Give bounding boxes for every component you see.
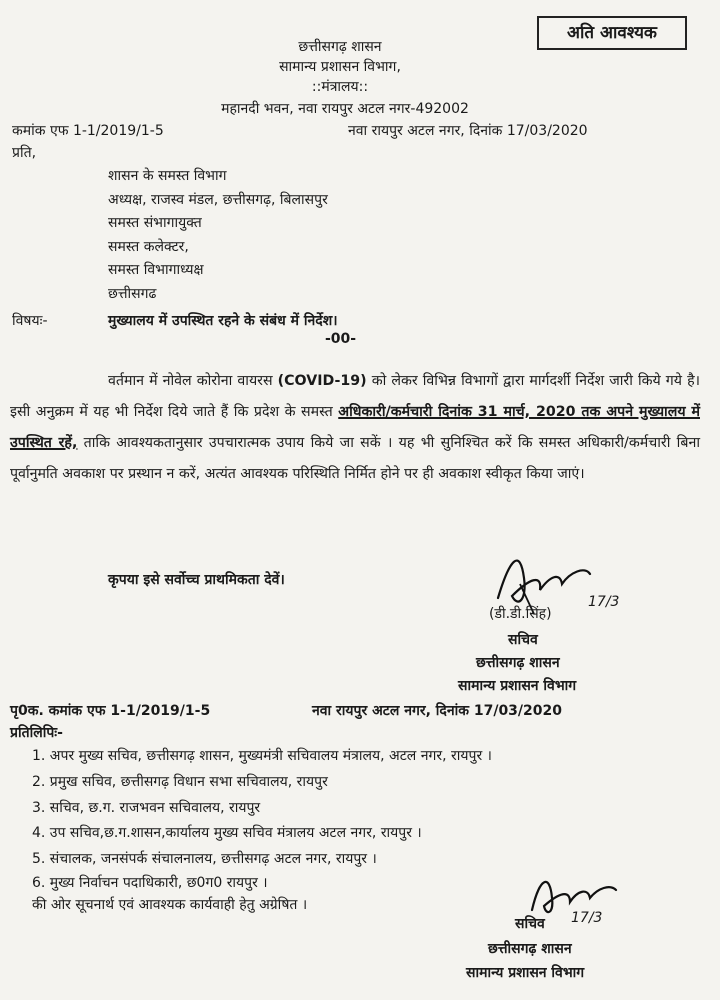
order-number: कमांक एफ 1-1/2019/1-5 (12, 123, 164, 139)
signatory-title: सचिव (508, 632, 538, 648)
forwarding-note: की ओर सूचनार्थ एवं आवश्यक कार्यवाही हेतु अग्रेषित । (32, 897, 308, 913)
subject-label: विषयः- (12, 313, 48, 329)
endorsement-government: छत्तीसगढ़ शासन (488, 941, 572, 957)
header-government: छत्तीसगढ़ शासन (298, 39, 382, 55)
body-text: ताकि आवश्यकतानुसार उपचारात्मक उपाय किये जा सकें । यह भी सुनिश्चित करें कि समस्त अधिकारी/कर्मचारी बिना पूर्वानुमति अवकाश पर प्रस्थान न करें, अत्यंत आवश्यक परिस्थिति निर्मित होने पर ही अवकाश स्वीकृत किया जाएं। (10, 435, 701, 482)
copy-item: 2. प्रमुख सचिव, छत्तीसगढ़ विधान सभा सचिवालय, रायपुर (32, 774, 328, 790)
endorsement-order-number: पृ0क. कमांक एफ 1-1/2019/1-5 (10, 703, 211, 719)
copy-item: 6. मुख्य निर्वाचन पदाधिकारी, छ0ग0 रायपुर । (32, 875, 268, 891)
covid-label: (COVID-19) (277, 373, 367, 389)
endorsement-sign-date: 17/3 (571, 910, 603, 926)
signatory-name: (डी.डी.सिंह) (489, 606, 552, 622)
body-text: वर्तमान में नोवेल कोरोना वायरस (108, 373, 273, 389)
copy-item: 1. अपर मुख्य सचिव, छत्तीसगढ़ शासन, मुख्यमंत्री सचिवालय मंत्रालय, अटल नगर, रायपुर । (32, 748, 492, 764)
copy-label: प्रतिलिपिः- (10, 725, 63, 741)
place-date: नवा रायपुर अटल नगर, दिनांक 17/03/2020 (348, 123, 588, 139)
endorsement-sign-title: सचिव (515, 916, 545, 932)
recipient-item: अध्यक्ष, राजस्व मंडल, छत्तीसगढ़, बिलासपुर (108, 192, 328, 208)
header-ministry: ::मंत्रालय:: (311, 79, 369, 95)
copy-item: 3. सचिव, छ.ग. राजभवन सचिवालय, रायपुर (32, 800, 261, 816)
endorsement-department: सामान्य प्रशासन विभाग (466, 965, 585, 981)
copy-item: 5. संचालक, जनसंपर्क संचालनालय, छत्तीसगढ़ अटल नगर, रायपुर । (32, 851, 377, 867)
signatory-department: सामान्य प्रशासन विभाग (458, 678, 577, 694)
to-label: प्रति, (12, 145, 37, 161)
priority-request: कृपया इसे सर्वोच्च प्राथमिकता देवें। (108, 572, 285, 588)
recipient-item: समस्त कलेक्टर, (108, 239, 189, 255)
signatory-government: छत्तीसगढ़ शासन (476, 655, 560, 671)
recipient-item: छत्तीसगढ (108, 286, 157, 302)
signature-date-mark: 17/3 (588, 594, 620, 610)
recipient-item: समस्त संभागायुक्त (108, 215, 202, 231)
separator: -00- (325, 331, 357, 347)
endorsement-place-date: नवा रायपुर अटल नगर, दिनांक 17/03/2020 (312, 703, 563, 719)
body-text: को लेकर विभिन्न विभागों द्वारा मार्गदर्शी निर्देश जारी किये गये है। इसी अनुक्रम में यह भी निर्देश दिये जाते हैं कि प्रदेश के समस्त (10, 373, 700, 420)
body-paragraph (10, 366, 700, 490)
recipient-item: समस्त विभागाध्यक्ष (108, 262, 204, 278)
header-department: सामान्य प्रशासन विभाग, (279, 59, 401, 75)
highlighted-directive: अधिकारी/कर्मचारी दिनांक 31 मार्च, 2020 तक अपने मुख्यालय में उपस्थित रहें, (10, 404, 700, 451)
recipient-item: शासन के समस्त विभाग (108, 168, 227, 184)
header-address: महानदी भवन, नवा रायपुर अटल नगर-492002 (221, 101, 469, 117)
copy-item: 4. उप सचिव,छ.ग.शासन,कार्यालय मुख्य सचिव मंत्रालय अटल नगर, रायपुर । (32, 825, 422, 841)
subject-text: मुख्यालय में उपस्थित रहने के संबंध में निर्देश। (108, 313, 338, 329)
urgent-stamp: अति आवश्यक (537, 16, 687, 50)
